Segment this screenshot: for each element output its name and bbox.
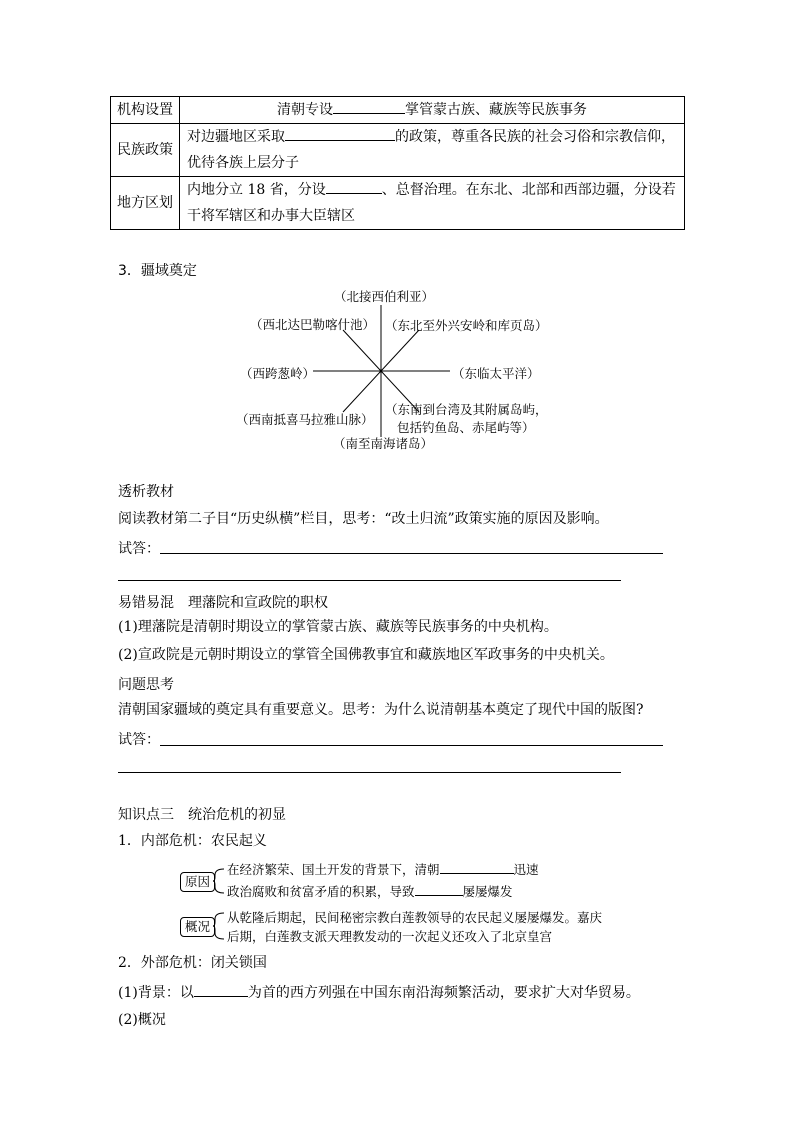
text: 迅速 [513, 862, 539, 877]
label-west: （西跨葱岭） [240, 366, 316, 381]
fill-blank[interactable] [415, 883, 463, 896]
confusion-item: (1)理藩院是清朝时期设立的掌管蒙古族、藏族等民族事务的中央机构。 [118, 619, 558, 635]
subheading: 2．外部危机：闭关锁国 [118, 955, 267, 971]
row-label: 地方区划 [111, 177, 180, 230]
analysis-heading: 透析教材 [118, 484, 174, 500]
label-east: （东临太平洋） [452, 366, 540, 381]
text: 的政策，尊重各民族的社会习俗和宗教信仰， [395, 129, 675, 145]
question-heading: 问题思考 [118, 677, 174, 693]
subheading: 1．内部危机：农民起义 [118, 833, 267, 849]
fill-blank[interactable] [194, 982, 248, 997]
text: (1)背景：以 [118, 985, 194, 1001]
label-southeast: （东南到台湾及其附属岛屿， [385, 402, 548, 417]
text: 清朝专设 [277, 102, 333, 118]
text: 、总督治理。在东北、北部和西部边疆，分设若 [381, 182, 676, 198]
label-north: （北接西伯利亚） [334, 289, 435, 304]
overview-line-1: 从乾隆后期起，民间秘密宗教白莲教领导的农民起义屡屡爆发。嘉庆 [227, 910, 603, 925]
answer-label: 试答： [118, 541, 160, 557]
text: 在经济繁荣、国土开发的背景下，清朝 [227, 862, 440, 877]
label-southeast-2: 包括钓鱼岛、赤尾屿等） [397, 420, 535, 435]
analysis-prompt: 阅读教材第二子目“历史纵横”栏目，思考：“改土归流”政策实施的原因及影响。 [118, 511, 609, 527]
row-label: 机构设置 [111, 97, 180, 124]
knowledge-heading: 知识点三 统治危机的初显 [118, 807, 286, 823]
cause-line-2 [227, 882, 513, 900]
question-prompt: 清朝国家疆域的奠定具有重要意义。思考：为什么说清朝基本奠定了现代中国的版图? [118, 702, 644, 718]
confusion-heading: 易错易混 理藩院和宣政院的职权 [118, 595, 328, 611]
section-heading: 3．疆域奠定 [118, 263, 197, 279]
text: 政治腐败和贫富矛盾的积累，导致 [227, 884, 415, 899]
cause-line-1 [227, 860, 539, 878]
text: 对边疆地区采取 [187, 129, 285, 145]
label-southwest: （西南抵喜马拉雅山脉） [236, 412, 374, 427]
cause-box: 原因 [180, 872, 215, 892]
overview-item: (2)概况 [118, 1012, 166, 1028]
row-label: 民族政策 [111, 124, 180, 177]
text: 内地分立 18 省，分设 [187, 182, 326, 198]
label-northwest: （西北达巴勒喀什池） [250, 317, 376, 332]
text: 屡屡爆发 [462, 884, 513, 899]
text: 优待各族上层分子 [187, 155, 299, 171]
background-line [118, 982, 640, 1003]
fill-blank[interactable] [440, 861, 514, 874]
text: 掌管蒙古族、藏族等民族事务 [405, 102, 587, 118]
answer-label: 试答： [118, 732, 160, 748]
text: 为首的西方列强在中国东南沿海频繁活动，要求扩大对华贸易。 [247, 985, 640, 1001]
confusion-item: (2)宣政院是元朝时期设立的掌管全国佛教事宜和藏族地区军政事务的中央机关。 [118, 647, 614, 663]
overview-box: 概况 [180, 917, 215, 937]
label-south: （南至南海诸岛） [333, 436, 434, 451]
overview-brace [213, 913, 224, 939]
label-northeast: （东北至外兴安岭和库页岛） [385, 318, 548, 333]
overview-line-2: 后期，白莲教支派天理教发动的一次起义还攻入了北京皇宫 [227, 929, 553, 944]
text: 干将军辖区和办事大臣辖区 [187, 208, 355, 224]
cause-brace [213, 869, 224, 893]
